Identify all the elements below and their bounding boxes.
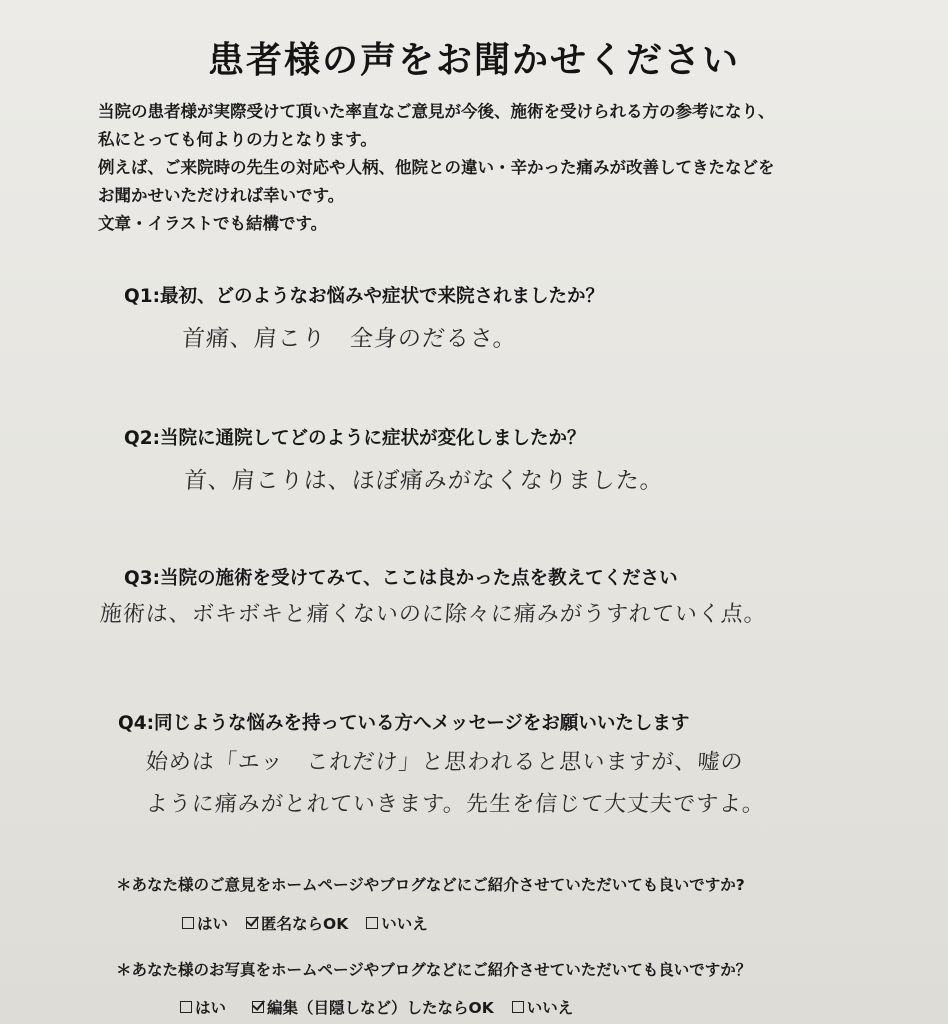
question-2-answer: 首、肩こりは、ほぼ痛みがなくなりました。 bbox=[182, 468, 665, 494]
question-4-answer-line-1: 始めは「エッ これだけ」と思われると思いますが、嘘の bbox=[144, 750, 745, 775]
question-1-answer: 首痛、肩こり 全身のだるさ。 bbox=[180, 326, 518, 352]
question-4-answer-line-2: ように痛みがとれていきます。先生を信じて大丈夫ですよ。 bbox=[144, 792, 766, 817]
question-1-label: Q1:最初、どのようなお悩みや症状で来院されましたか？ bbox=[124, 286, 604, 307]
question-3-answer: 施術は、ボキボキと痛くないのに除々に痛みがうすれていく点。 bbox=[98, 602, 768, 627]
option-label: 匿名ならOK bbox=[261, 915, 349, 933]
question-2-label: Q2:当院に通院してどのように症状が変化しましたか？ bbox=[124, 428, 586, 449]
checkbox[interactable] bbox=[180, 1001, 192, 1013]
consent-photo-option-yes[interactable] bbox=[180, 996, 226, 1018]
checkbox[interactable] bbox=[366, 917, 378, 929]
consent-photo-option-edited[interactable] bbox=[252, 996, 494, 1018]
intro-line: 例えば、ご来院時の先生の対応や人柄、他院との違い・辛かった痛みが改善してきたなどを bbox=[98, 158, 775, 177]
consent-photo-option-no[interactable] bbox=[512, 996, 574, 1018]
intro-text bbox=[98, 98, 898, 238]
option-label: はい bbox=[197, 915, 229, 933]
checkbox[interactable] bbox=[512, 1001, 524, 1013]
consent-opinion-option-no[interactable] bbox=[366, 912, 428, 934]
question-4-label: Q4:同じような悩みを持っている方へメッセージをお願いいたします bbox=[118, 713, 690, 734]
option-label: 編集（目隠しなど）したならOK bbox=[267, 999, 494, 1017]
consent-photo-prompt: ＊あなた様のお写真をホームページやブログなどにご紹介させていただいても良いですか？ bbox=[116, 961, 752, 979]
checkbox-checked[interactable] bbox=[252, 1001, 264, 1013]
option-label: はい bbox=[195, 999, 227, 1017]
intro-line: 私にとっても何よりの力となります。 bbox=[98, 130, 377, 149]
consent-opinion-prompt: ＊あなた様のご意見をホームページやブログなどにご紹介させていただいても良いですか? bbox=[116, 876, 745, 894]
option-label: いいえ bbox=[381, 915, 428, 933]
checkbox-checked[interactable] bbox=[246, 917, 258, 929]
page-title: 患者様の声をお聞かせください bbox=[207, 40, 740, 81]
checkbox[interactable] bbox=[182, 917, 194, 929]
consent-opinion-option-anonymous[interactable] bbox=[246, 912, 348, 934]
consent-opinion-option-yes[interactable] bbox=[182, 912, 228, 934]
question-3-label: Q3:当院の施術を受けてみて、ここは良かった点を教えてください bbox=[124, 568, 678, 589]
intro-line: お聞かせいただければ幸いです。 bbox=[98, 186, 345, 205]
consent-opinion-options bbox=[182, 912, 446, 934]
consent-photo-options bbox=[180, 996, 591, 1018]
option-label: いいえ bbox=[526, 999, 574, 1017]
intro-line: 当院の患者様が実際受けて頂いた率直なご意見が今後、施術を受けられる方の参考になり、 bbox=[98, 102, 775, 121]
intro-line: 文章・イラストでも結構です。 bbox=[98, 214, 328, 233]
